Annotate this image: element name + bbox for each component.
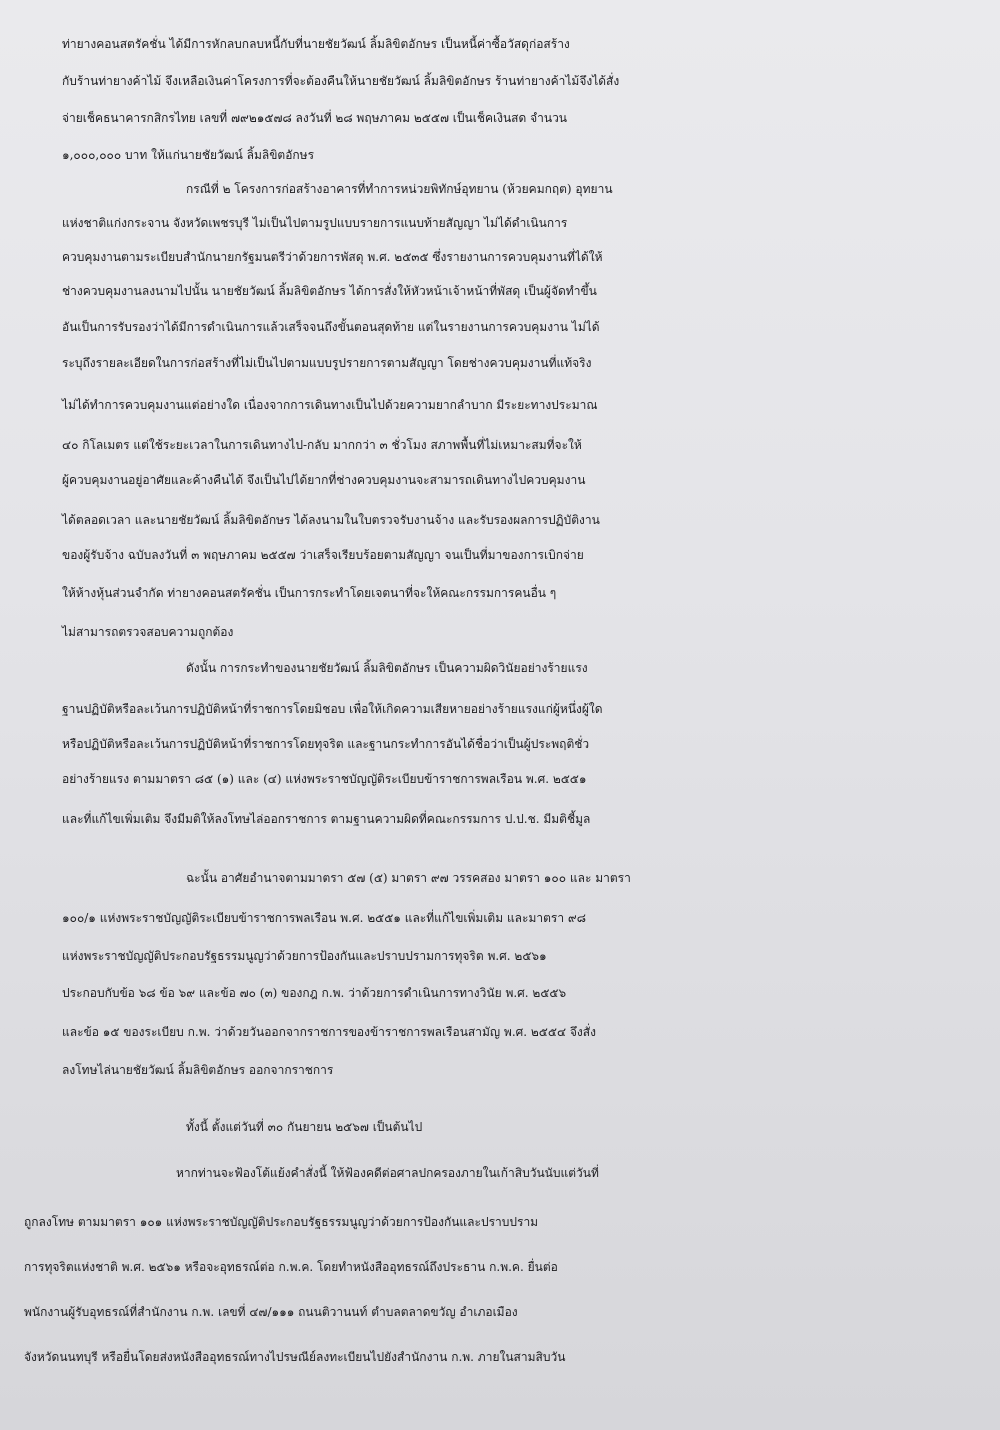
- paragraph-case-2-first-line: กรณีที่ ๒ โครงการก่อสร้างอาคารที่ทำการหน่วยพิทักษ์อุทยาน (ห้วยคมกฤต) อุทยาน: [186, 182, 613, 196]
- text-line: ไม่สามารถตรวจสอบความถูกต้อง: [62, 625, 234, 639]
- text-line: หรือปฏิบัติหรือละเว้นการปฏิบัติหน้าที่ราชการโดยทุจริต และฐานกระทำการอันได้ชื่อว่าเป็นผู้ประพฤติชั่ว: [62, 737, 590, 751]
- text-line: จ่ายเช็คธนาคารกสิกรไทย เลขที่ ๗๙๒๑๕๗๘ ลงวันที่ ๒๘ พฤษภาคม ๒๕๕๗ เป็นเช็คเงินสด จำนวน: [62, 111, 568, 125]
- text-line: ฐานปฏิบัติหรือละเว้นการปฏิบัติหน้าที่ราชการโดยมิชอบ เพื่อให้เกิดความเสียหายอย่างร้ายแรงแก่ผู้หนึ่งผู้ใด: [62, 702, 603, 716]
- text-line: กับร้านท่ายางค้าไม้ จึงเหลือเงินค่าโครงการที่จะต้องคืนให้นายชัยวัฒน์ ลิ้มลิขิตอักษร ร้านท่ายางค้าไม้จึงได้สั่ง: [62, 74, 620, 88]
- text-line: ท่ายางคอนสตรัคชั่น ได้มีการหักลบกลบหนี้กับที่นายชัยวัฒน์ ลิ้มลิขิตอักษร เป็นหนี้ค่าซื้อวัสดุก่อสร้าง: [62, 37, 570, 51]
- text-line: ๔๐ กิโลเมตร แต่ใช้ระยะเวลาในการเดินทางไป-กลับ มากกว่า ๓ ชั่วโมง สภาพพื้นที่ไม่เหมาะสมที่จะให้: [62, 438, 582, 452]
- text-line: ช่างควบคุมงานลงนามไปนั้น นายชัยวัฒน์ ลิ้มลิขิตอักษร ได้การสั่งให้หัวหน้าเจ้าหน้าที่พัสดุ เป็นผู้จัดทำขึ้น: [62, 284, 597, 298]
- paragraph-conclusion-first-line: ดังนั้น การกระทำของนายชัยวัฒน์ ลิ้มลิขิตอักษร เป็นความผิดวินัยอย่างร้ายแรง: [186, 661, 588, 675]
- effective-date-line: ทั้งนี้ ตั้งแต่วันที่ ๓๐ กันยายน ๒๕๖๗ เป็นต้นไป: [186, 1120, 423, 1134]
- text-line: และที่แก้ไขเพิ่มเติม จึงมีมติให้ลงโทษไล่ออกราชการ ตามฐานความผิดที่คณะกรรมการ ป.ป.ช. มีมติชี้มูล: [62, 812, 591, 826]
- text-line: พนักงานผู้รับอุทธรณ์ที่สำนักงาน ก.พ. เลขที่ ๔๗/๑๑๑ ถนนติวานนท์ ตำบลตลาดขวัญ อำเภอเมือง: [24, 1305, 518, 1319]
- text-line: ลงโทษไล่นายชัยวัฒน์ ลิ้มลิขิตอักษร ออกจากราชการ: [62, 1063, 334, 1077]
- text-line: ผู้ควบคุมงานอยู่อาศัยและค้างคืนได้ จึงเป็นไปได้ยากที่ช่างควบคุมงานจะสามารถเดินทางไปควบคุมงาน: [62, 473, 586, 487]
- text-line: การทุจริตแห่งชาติ พ.ศ. ๒๕๖๑ หรือจะอุทธรณ์ต่อ ก.พ.ค. โดยทำหนังสืออุทธรณ์ถึงประธาน ก.พ.ค. ยื่นต่อ: [24, 1260, 558, 1274]
- text-line: และข้อ ๑๕ ของระเบียบ ก.พ. ว่าด้วยวันออกจากราชการของข้าราชการพลเรือนสามัญ พ.ศ. ๒๕๕๔ จึงสั่ง: [62, 1025, 596, 1039]
- text-line: ระบุถึงรายละเอียดในการก่อสร้างที่ไม่เป็นไปตามแบบรูปรายการตามสัญญา โดยช่างควบคุมงานที่แท้จริง: [62, 356, 592, 370]
- text-line: ให้ห้างหุ้นส่วนจำกัด ท่ายางคอนสตรัคชั่น เป็นการกระทำโดยเจตนาที่จะให้คณะกรรมการคนอื่น ๆ: [62, 586, 557, 600]
- text-line: จังหวัดนนทบุรี หรือยื่นโดยส่งหนังสืออุทธรณ์ทางไปรษณีย์ลงทะเบียนไปยังสำนักงาน ก.พ. ภายในสามสิบวัน: [24, 1350, 566, 1364]
- text-line: อันเป็นการรับรองว่าได้มีการดำเนินการแล้วเสร็จจนถึงขั้นตอนสุดท้าย แต่ในรายงานการควบคุมงาน ไม่ได้: [62, 320, 600, 334]
- paragraph-appeal-first-line: หากท่านจะฟ้องโต้แย้งคำสั่งนี้ ให้ฟ้องคดีต่อศาลปกครองภายในเก้าสิบวันนับแต่วันที่: [176, 1166, 599, 1180]
- text-line: ๑,๐๐๐,๐๐๐ บาท ให้แก่นายชัยวัฒน์ ลิ้มลิขิตอักษร: [62, 148, 315, 162]
- text-line: ถูกลงโทษ ตามมาตรา ๑๐๑ แห่งพระราชบัญญัติประกอบรัฐธรรมนูญว่าด้วยการป้องกันและปราบปราม: [24, 1215, 539, 1229]
- text-line: ๑๐๐/๑ แห่งพระราชบัญญัติระเบียบข้าราชการพลเรือน พ.ศ. ๒๕๕๑ และที่แก้ไขเพิ่มเติม และมาตรา ๙๘: [62, 911, 586, 925]
- text-line: อย่างร้ายแรง ตามมาตรา ๘๕ (๑) และ (๔) แห่งพระราชบัญญัติระเบียบข้าราชการพลเรือน พ.ศ. ๒๕๕๑: [62, 772, 587, 786]
- text-line: ได้ตลอดเวลา และนายชัยวัฒน์ ลิ้มลิขิตอักษร ได้ลงนามในใบตรวจรับงานจ้าง และรับรองผลการปฏิบัติงาน: [62, 513, 600, 527]
- paragraph-order-first-line: ฉะนั้น อาศัยอำนาจตามมาตรา ๕๗ (๕) มาตรา ๙๗ วรรคสอง มาตรา ๑๐๐ และ มาตรา: [186, 871, 631, 885]
- text-line: แห่งพระราชบัญญัติประกอบรัฐธรรมนูญว่าด้วยการป้องกันและปราบปรามการทุจริต พ.ศ. ๒๕๖๑: [62, 949, 547, 963]
- text-line: ไม่ได้ทำการควบคุมงานแต่อย่างใด เนื่องจากการเดินทางเป็นไปด้วยความยากลำบาก มีระยะทางประมาณ: [62, 398, 598, 412]
- text-line: ควบคุมงานตามระเบียบสำนักนายกรัฐมนตรีว่าด้วยการพัสดุ พ.ศ. ๒๕๓๕ ซึ่งรายงานการควบคุมงานที่ได้ให้: [62, 250, 603, 264]
- text-line: ของผู้รับจ้าง ฉบับลงวันที่ ๓ พฤษภาคม ๒๕๕๗ ว่าเสร็จเรียบร้อยตามสัญญา จนเป็นที่มาของการเบิกจ่าย: [62, 548, 584, 562]
- text-line: ประกอบกับข้อ ๖๘ ข้อ ๖๙ และข้อ ๗๐ (๓) ของกฎ ก.พ. ว่าด้วยการดำเนินการทางวินัย พ.ศ. ๒๕๕๖: [62, 986, 567, 1000]
- text-line: แห่งชาติแก่งกระจาน จังหวัดเพชรบุรี ไม่เป็นไปตามรูปแบบรายการแนบท้ายสัญญา ไม่ได้ดำเนินการ: [62, 216, 568, 230]
